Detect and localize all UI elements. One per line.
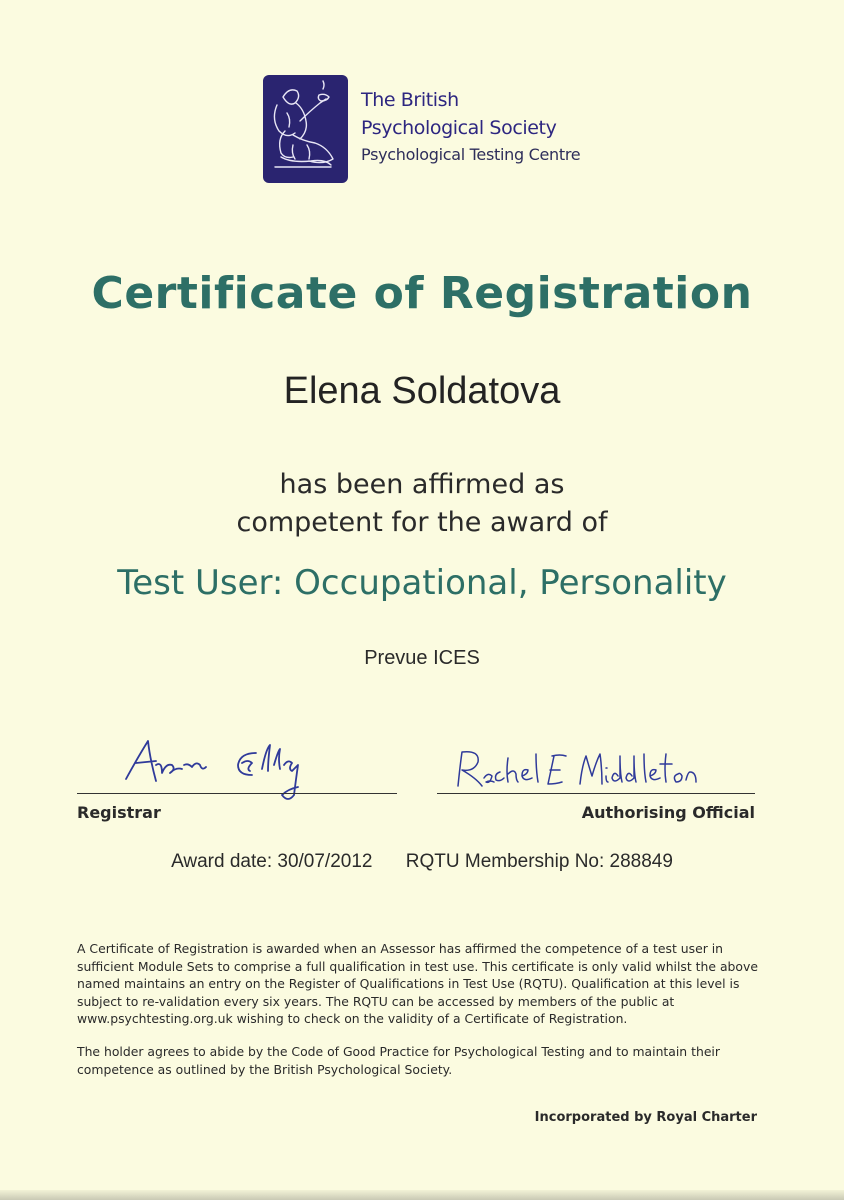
royal-charter-note: Incorporated by Royal Charter [534, 1110, 757, 1125]
award-date: Award date: 30/07/2012 [171, 851, 373, 872]
registrar-label: Registrar [77, 803, 161, 822]
society-logo [263, 75, 348, 183]
organization-block [361, 86, 580, 168]
award-title: Test User: Occupational, Personality [117, 563, 727, 603]
certificate-details [0, 851, 844, 873]
org-name-line2: Psychological Society [361, 117, 557, 139]
org-division: Psychological Testing Centre [361, 145, 581, 164]
registrar-signature-line [77, 793, 397, 794]
membership-number: RQTU Membership No: 288849 [405, 851, 673, 872]
page-edge [0, 1190, 844, 1200]
affirmation-line2: competent for the award of [236, 507, 608, 538]
code-of-practice-notice: The holder agrees to abide by the Code of Good Practice for Psychological Testing and to maintain their competence as outlined by the British Psychological Society. [77, 1044, 720, 1077]
kneeling-figure-with-lamp-icon [263, 75, 348, 183]
certificate-title: Certificate of Registration [91, 268, 753, 319]
official-signature-line [437, 793, 755, 794]
affirmation-line1: has been affirmed as [279, 469, 565, 500]
org-name-line1: The British [361, 89, 459, 111]
validity-notice: A Certificate of Registration is awarded when an Assessor has affirmed the competence of a test user in sufficient Module Sets to comprise a full qualification in test use. This certificate is only valid whilst the above named maintains an entry on the Register of Qualifications in Test Use (RQTU). Qualification at this level is subject to re-validation every six years. The RQTU can be accessed by members of the public at www.psychtesting.org.uk wishing to check on the validity of a Certificate of Registration. [77, 941, 758, 1027]
holder-name: Elena Soldatova [283, 370, 561, 412]
affirmation-text [0, 466, 844, 542]
authorising-official-label: Authorising Official [581, 803, 755, 822]
test-tool: Prevue ICES [364, 647, 480, 669]
official-signature [452, 746, 742, 794]
